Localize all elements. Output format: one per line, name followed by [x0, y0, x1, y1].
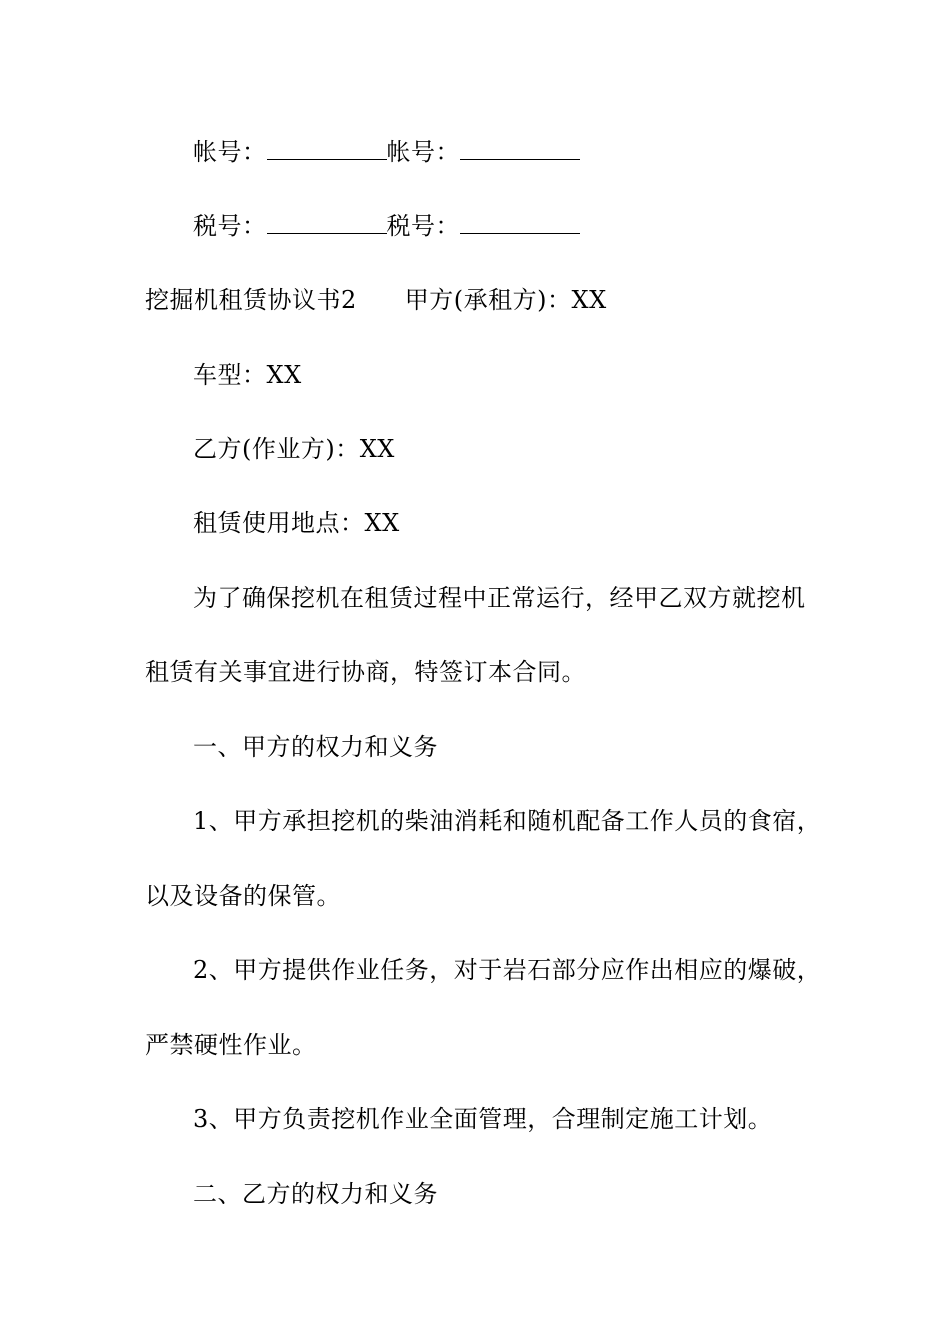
item-1-line-2: 以及设备的保管。: [145, 882, 341, 910]
account-label-a: 帐号：: [193, 138, 267, 166]
tax-blank-b: [460, 211, 580, 234]
section-1-heading: 一、甲方的权力和义务: [193, 733, 438, 761]
tax-label-a: 税号：: [193, 212, 267, 240]
title-row: [145, 285, 607, 315]
item-2-line-2: 严禁硬性作业。: [145, 1031, 317, 1059]
item-3-line: 3、甲方负责挖机作业全面管理，合理制定施工计划。: [193, 1105, 773, 1133]
party-b-line: 乙方(作业方)：XX: [193, 435, 395, 463]
account-blank-a: [267, 137, 387, 160]
document-title: 挖掘机租赁协议书2: [145, 286, 357, 314]
location-line: 租赁使用地点：XX: [193, 509, 400, 537]
item-1-line-1: 1、甲方承担挖机的柴油消耗和随机配备工作人员的食宿，: [193, 807, 822, 835]
tax-label-b: 税号：: [386, 212, 460, 240]
tax-blank-a: [267, 211, 387, 234]
intro-line-2: 租赁有关事宜进行协商，特签订本合同。: [145, 658, 586, 686]
tax-row: [193, 211, 580, 241]
account-row: [193, 137, 580, 167]
intro-line-1: 为了确保挖机在租赁过程中正常运行，经甲乙双方就挖机: [193, 584, 806, 612]
vehicle-line: 车型：XX: [193, 361, 302, 389]
item-2-line-1: 2、甲方提供作业任务，对于岩石部分应作出相应的爆破，: [193, 956, 822, 984]
account-blank-b: [460, 137, 580, 160]
section-2-heading: 二、乙方的权力和义务: [193, 1180, 438, 1208]
account-label-b: 帐号：: [386, 138, 460, 166]
party-a: 甲方(承租方)：XX: [404, 286, 607, 314]
